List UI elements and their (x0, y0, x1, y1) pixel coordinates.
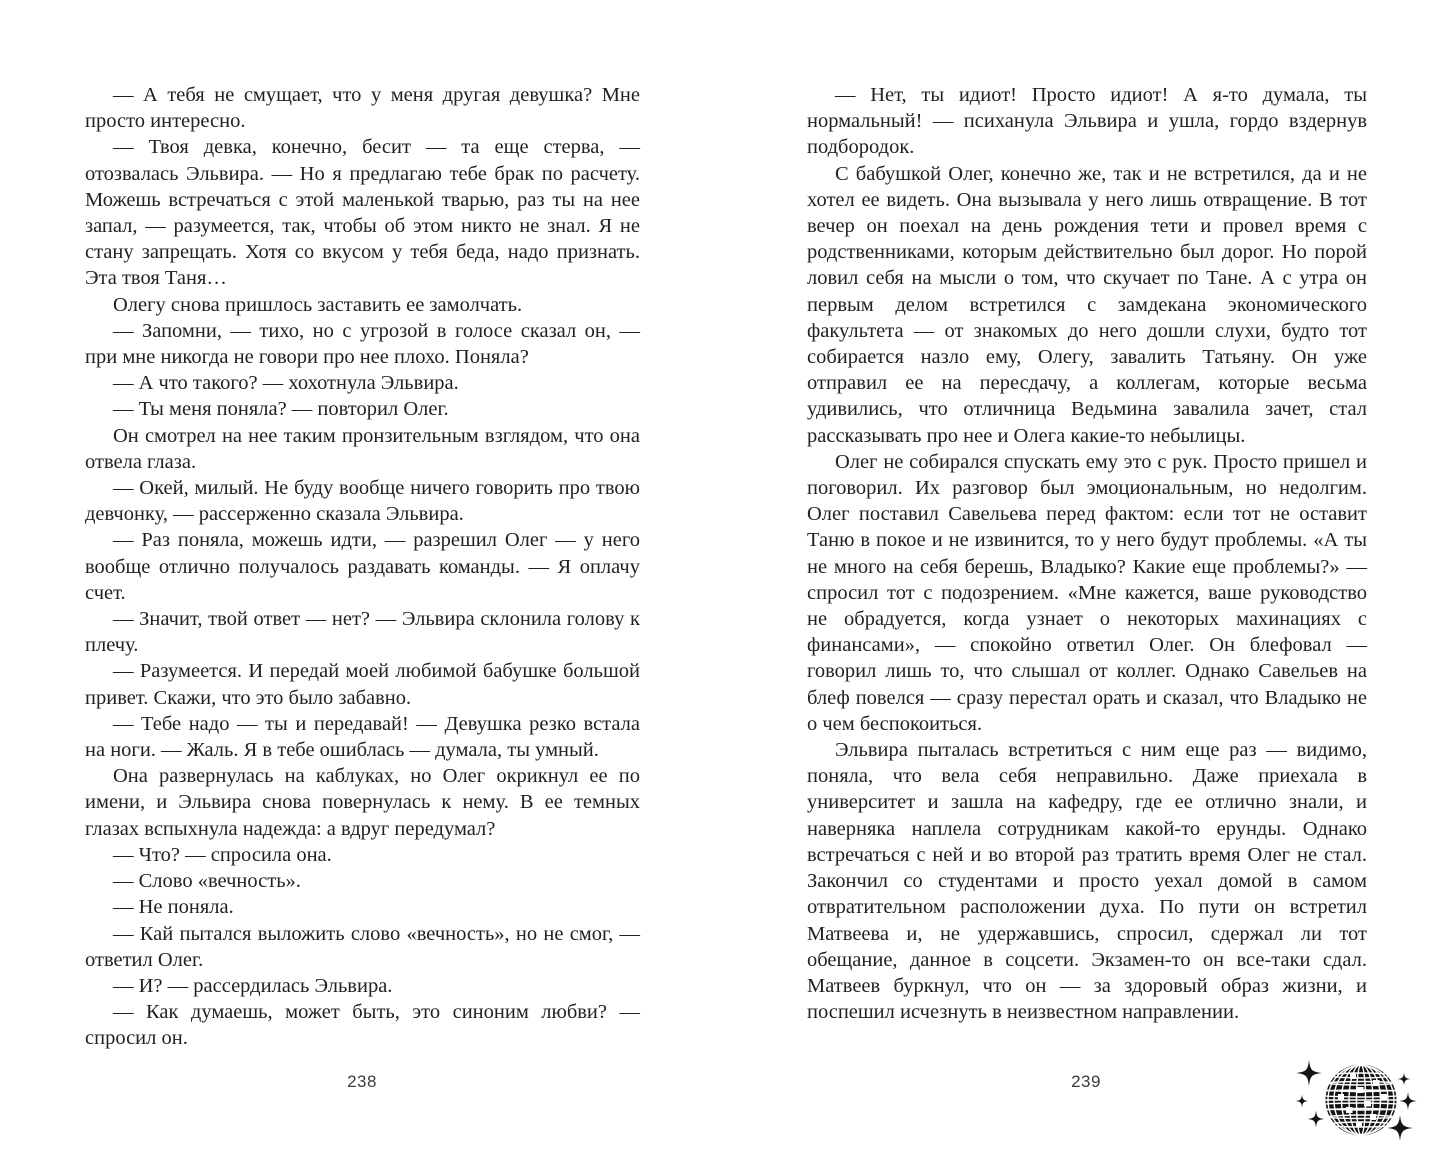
paragraph: — Тебе надо — ты и передавай! — Девушка резко встала на ноги. — Жаль. Я в тебе ошиблась — думала, ты умный. (85, 712, 640, 762)
paragraph: — Твоя девка, конечно, бесит — та еще стерва, — отозвалась Эльвира. — Но я предлагаю тебе брак по расчету. Можешь встречаться с этой маленькой тварью, раз ты на нее запал, — разумеется, так, чтобы об этом никто не знал. Я не стану запрещать. Хотя со вкусом у тебя беда, надо признать. Эта твоя Таня… (85, 136, 640, 290)
paragraph: — Окей, милый. Не буду вообще ничего говорить про твою девчонку, — рассерженно сказала Эльвира. (85, 477, 640, 526)
paragraph: Олегу снова пришлось заставить ее замолчать. (113, 293, 523, 316)
left-page-text (85, 82, 640, 1052)
paragraph: — Как думаешь, может быть, это синоним любви? — спросил он. (85, 1001, 640, 1050)
paragraph: — Нет, ты идиот! Просто идиот! А я-то думала, ты нормальный! — психанула Эльвира и ушла, гордо вздернув подбородок. (807, 84, 1367, 159)
disco-ball-icon (1293, 1040, 1445, 1156)
paragraph: — Значит, твой ответ — нет? — Эльвира склонила голову к плечу. (85, 608, 640, 657)
paragraph: — Что? — спросила она. (113, 843, 332, 866)
paragraph: Он смотрел на нее таким пронзительным взглядом, что она отвела глаза. (85, 424, 640, 473)
paragraph: — Раз поняла, можешь идти, — разрешил Олег — у него вообще отлично получалось раздавать команды. — Я оплачу счет. (85, 529, 640, 604)
right-page-number: 239 (1071, 1072, 1101, 1091)
paragraph: — Кай пытался выложить слово «вечность», но не смог, — ответил Олег. (85, 922, 640, 971)
paragraph: — А что такого? — хохотнула Эльвира. (113, 372, 459, 395)
paragraph: Она развернулась на каблуках, но Олег окрикнул ее по имени, и Эльвира снова повернулась к нему. В ее темных глазах вспыхнула надежда: а вдруг передумал? (85, 765, 640, 840)
paragraph: — И? — рассердилась Эльвира. (113, 974, 393, 997)
paragraph: — Слово «вечность». (113, 870, 301, 893)
paragraph: — А тебя не смущает, что у меня другая девушка? Мне просто интересно. (85, 84, 640, 133)
left-page-number: 238 (347, 1072, 377, 1091)
paragraph: С бабушкой Олег, конечно же, так и не встретился, да и не хотел ее видеть. Она вызывала у него лишь отвращение. В тот вечер он поехал на день рождения тети и провел время с родственниками, которым действительно был дорог. Но порой ловил себя на мысли о том, что скучает по Тане. А с утра он первым делом встретился с замдекана экономического факультета — от знакомых до него дошли слухи, будто тот собирается назло ему, Олегу, завалить Татьяну. Он уже отправил ее на пересдачу, а коллегам, которые весьма удивились, что отличница Ведьмина завалила зачет, стал рассказывать про нее и Олега какие-то небылицы. (807, 162, 1367, 447)
paragraph: Эльвира пыталась встретиться с ним еще раз — видимо, поняла, что вела себя неправильно. Даже приехала в университет и зашла на кафедру, где ее отлично знали, и наверняка наплела сотрудникам какой-то ерунды. Однако встречаться с ней и во второй раз тратить время Олег не стал. Закончил со студентами и просто уехал домой в самом отвратительном расположении духа. По пути он встретил Матвеева и, не удержавшись, спросил, сдержал ли тот обещание, данное в соцсети. Экзамен-то он все-таки сдал. Матвеев буркнул, что он — за здоровый образ жизни, и поспешил исчезнуть в неизвестном направлении. (807, 739, 1367, 1024)
paragraph: — Запомни, — тихо, но с угрозой в голосе сказал он, — при мне никогда не говори про нее плохо. Поняла? (85, 319, 640, 369)
right-page-text (807, 82, 1367, 1025)
paragraph: — Разумеется. И передай моей любимой бабушке большой привет. Скажи, что это было забавно. (85, 660, 640, 709)
paragraph: — Ты меня поняла? — повторил Олег. (113, 398, 449, 421)
paragraph: Олег не собирался спускать ему это с рук. Просто пришел и поговорил. Их разговор был эмоциональным, но недолгим. Олег поставил Савельева перед фактом: если тот не оставит Таню в покое и не извинится, то у него будут проблемы. «А ты не много на себя берешь, Владыко? Какие еще проблемы?» — спросил тот с подозрением. «Мне кажется, ваше руководство не обрадуется, когда узнает о некоторых махинациях с финансами», — спокойно ответил Олег. Он блефовал — говорил лишь то, что слышал от коллег. Однако Савельев на блеф повелся — сразу перестал орать и сказал, что Владыко не о чем беспокоиться. (807, 450, 1367, 735)
paragraph: — Не поняла. (113, 896, 234, 919)
